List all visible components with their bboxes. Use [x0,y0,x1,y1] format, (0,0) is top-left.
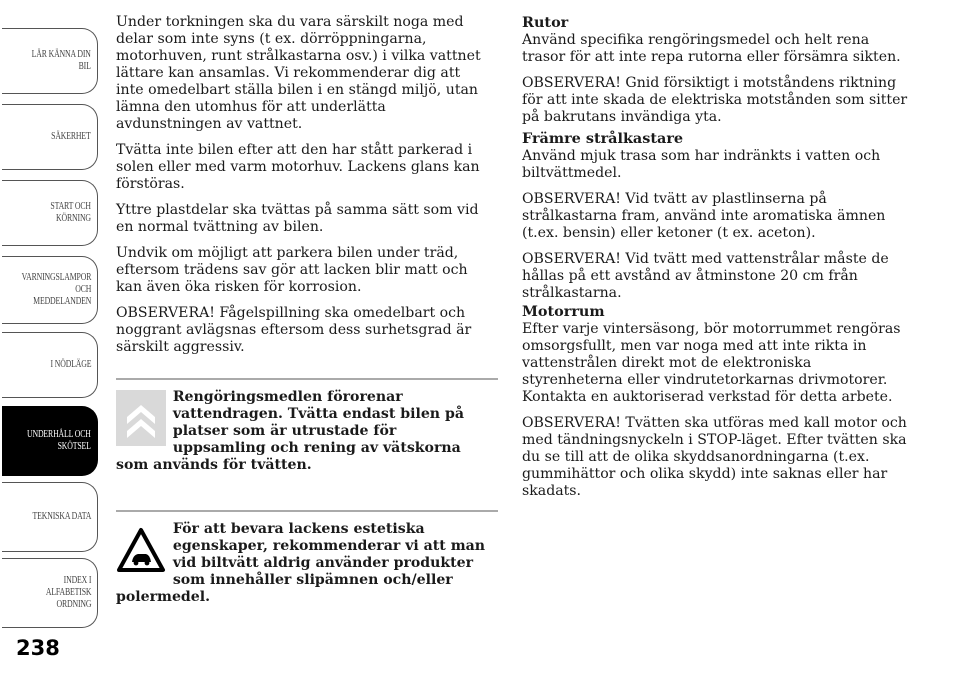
tab-underhall-och-skotsel[interactable] [2,406,98,476]
heading-motorrum: Motorrum [522,303,605,320]
paragraph: OBSERVERA! Vid tvätt med vattenstrålar måste de hållas på ett avstånd av åtminstone 20 cm från strålkastarna. [522,251,889,301]
paragraph: OBSERVERA! Vid tvätt av plastlinserna på strålkastarna fram, använd inte aromatiska ämnen (t.ex. bensin) eller ketoner (t ex. aceton). [522,191,886,241]
tab-label: LÄR KÄNNA DIN BIL [31,49,91,72]
paragraph: OBSERVERA! Fågelspillning ska omedelbart och noggrant avlägsnas eftersom dess surhetsgrad är särskilt aggressiv. [116,305,472,355]
tab-sakerhet[interactable] [2,104,98,170]
paragraph: Tvätta inte bilen efter att den har stått parkerad i solen eller med varm motorhuv. Lackens glans kan förstöras. [116,142,480,192]
tab-i-nodlage[interactable] [2,332,98,398]
tab-tekniska-data[interactable] [2,482,98,552]
tab-varningslampor[interactable] [2,256,98,324]
left-column [116,14,498,614]
paragraph: OBSERVERA! Tvätten ska utföras med kall motor och med tändningsnyckeln i STOP-läget. Efter tvätten ska du se till att de olika skyddsanordningarna (t.ex. gummihättor och olika skydd) inte saknas eller har skadats. [522,415,907,499]
tab-label: UNDERHÅLL OCH SKÖTSEL [27,429,91,452]
tab-label: START OCH KÖRNING [50,201,91,224]
paragraph: Yttre plastdelar ska tvättas på samma sätt som vid en normal tvättning av bilen. [116,202,479,235]
tab-label: INDEX I ALFABETISK ORDNING [45,575,91,610]
heading-stralkastare: Främre strålkastare [522,130,684,147]
tab-start-och-korning[interactable] [2,180,98,246]
paragraph: Använd mjuk trasa som har indränkts i vatten och biltvättmedel. [522,148,881,181]
warning-notice [116,510,498,614]
heading-rutor: Rutor [522,14,569,31]
chapter-tabs [0,0,102,640]
environment-notice-text: Rengöringsmedlen förorenar vattendragen. Tvätta endast bilen på platser som är utrustade för uppsamling och rening av vätskorna som används för tvätten. [116,388,464,473]
tab-label: SÄKERHET [51,131,91,142]
tab-label: I NÖDLÄGE [50,359,91,370]
paragraph: Använd specifika rengöringsmedel och helt rena trasor för att inte repa rutorna eller försämra sikten. [522,32,901,65]
paragraph: Under torkningen ska du vara särskilt noga med delar som inte syns (t ex. dörröppningarna, motorhuven, runt strålkastarna osv.) i vilka vattnet lättare kan ansamlas. Vi rekommenderar dig att inte omedelbart ställa bilen i en stängd miljö, utan lämna den utomhus för att underlätta avdunstningen av vattnet. [116,14,481,132]
page-number: 238 [16,636,60,660]
tab-index[interactable] [2,558,98,628]
right-column [522,14,917,509]
tab-label: VARNINGSLAMPOR OCH MEDDELANDEN [21,272,91,307]
paragraph: OBSERVERA! Gnid försiktigt i motståndens riktning för att inte skada de elektriska motstånden som sitter på bakrutans invändiga yta. [522,75,908,125]
tab-lar-kanna-din-bil[interactable] [2,28,98,94]
tab-label: TEKNISKA DATA [32,511,91,522]
warning-notice-text: För att bevara lackens estetiska egenskaper, rekommenderar vi att man vid biltvätt aldrig använder produkter som innehåller slipämnen och/eller polermedel. [116,520,486,605]
environment-notice [116,378,498,482]
paragraph: Efter varje vintersäsong, bör motorrummet rengöras omsorgsfullt, men var noga med att inte rikta in vattenstrålen direkt mot de elektroniska styrenheterna eller vindrutetorkarnas drivmotorer. Kontakta en auktoriserad verkstad för detta arbete. [522,321,901,405]
paragraph: Undvik om möjligt att parkera bilen under träd, eftersom trädens sav gör att lacken blir matt och kan även öka risken för korrosion. [116,245,468,295]
